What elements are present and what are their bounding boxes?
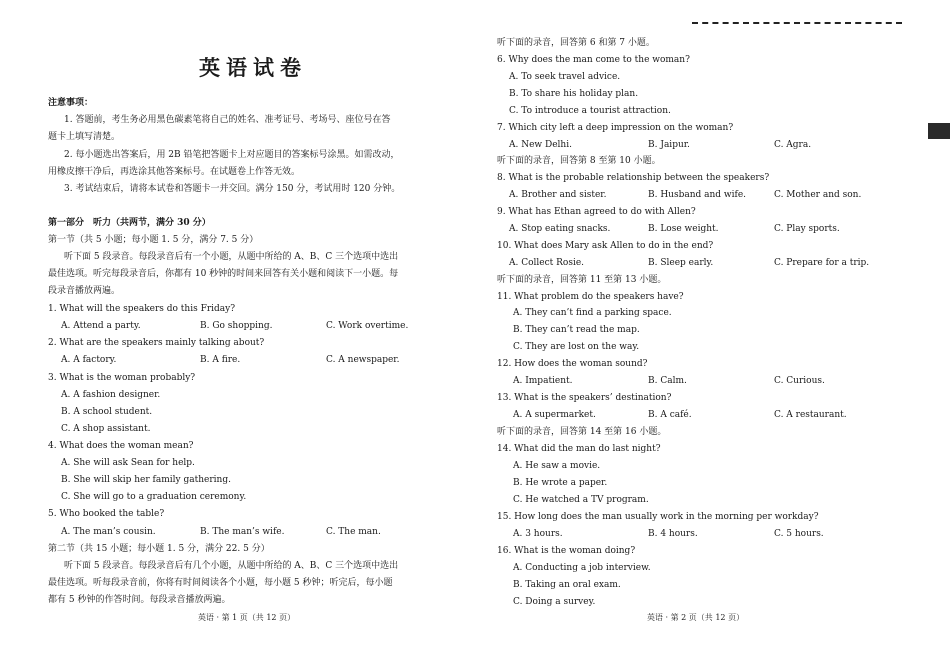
- section1-heading: 第一节（共 5 小题；每小题 1. 5 分，满分 7. 5 分）: [48, 235, 259, 245]
- notice-1: 1. 答题前，考生务必用黑色碳素笔将自己的姓名、准考证号、考场号、座位号在答: [64, 115, 391, 125]
- question-13: 13. What is the speakers’ destination?: [497, 393, 672, 403]
- q14-option-c: C. He watched a TV program.: [513, 495, 649, 505]
- q14-option-b: B. He wrote a paper.: [513, 478, 608, 488]
- question-12: 12. How does the woman sound?: [497, 359, 648, 369]
- q16-option-a: A. Conducting a job interview.: [513, 563, 651, 573]
- question-11: 11. What problem do the speakers have?: [497, 292, 684, 302]
- q3-option-c: C. A shop assistant.: [61, 424, 151, 434]
- q10-option-a: A. Collect Rosie.: [509, 258, 585, 268]
- section2-heading: 第二节（共 15 小题；每小题 1. 5 分，满分 22. 5 分）: [48, 544, 270, 554]
- section2-instruction: 听下面 5 段录音。每段录音后有几个小题，从题中所给的 A、B、C 三个选项中选出: [64, 561, 399, 571]
- group-heading-11-13: 听下面的录音，回答第 11 至第 13 小题。: [497, 275, 667, 285]
- q10-option-c: C. Prepare for a trip.: [774, 258, 870, 268]
- q15-option-b: B. 4 hours.: [648, 529, 698, 539]
- q2-option-a: A. A factory.: [61, 355, 117, 365]
- notice-2: 2. 每小题选出答案后，用 2B 铅笔把答题卡上对应题目的答案标号涂黑。如需改动，: [64, 150, 400, 160]
- q4-option-a: A. She will ask Sean for help.: [61, 458, 195, 468]
- q3-option-b: B. A school student.: [61, 407, 153, 417]
- q5-option-a: A. The man’s cousin.: [61, 527, 156, 537]
- part1-heading: 第一部分 听力（共两节，满分 30 分）: [48, 218, 211, 228]
- question-10: 10. What does Mary ask Allen to do in the end?: [497, 241, 714, 251]
- q4-option-c: C. She will go to a graduation ceremony.: [61, 492, 247, 502]
- q9-option-a: A. Stop eating snacks.: [509, 224, 611, 234]
- notice-3: 3. 考试结束后，请将本试卷和答题卡一并交回。满分 150 分，考试用时 120 分钟。: [64, 184, 401, 194]
- question-16: 16. What is the woman doing?: [497, 546, 636, 556]
- q12-option-c: C. Curious.: [774, 376, 825, 386]
- q11-option-a: A. They can’t find a parking space.: [513, 308, 672, 318]
- page-footer: 英语 · 第 1 页（共 12 页）: [198, 613, 296, 622]
- q2-option-c: C. A newspaper.: [326, 355, 400, 365]
- q11-option-b: B. They can’t read the map.: [513, 325, 640, 335]
- question-1: 1. What will the speakers do this Friday?: [48, 304, 236, 314]
- section1-instruction-end: 段录音播放两遍。: [48, 286, 121, 296]
- q8-option-a: A. Brother and sister.: [509, 190, 607, 200]
- q7-option-a: A. New Delhi.: [509, 140, 572, 150]
- section2-instruction-end: 都有 5 秒钟的作答时间。每段录音播放两遍。: [48, 595, 231, 605]
- notice-1-cont: 题卡上填写清楚。: [48, 132, 121, 142]
- q15-option-a: A. 3 hours.: [513, 529, 563, 539]
- q9-option-b: B. Lose weight.: [648, 224, 719, 234]
- q6-option-c: C. To introduce a tourist attraction.: [509, 106, 671, 116]
- q5-option-c: C. The man.: [326, 527, 381, 537]
- q9-option-c: C. Play sports.: [774, 224, 840, 234]
- side-tab-marker: [928, 123, 950, 139]
- q13-option-a: A. A supermarket.: [513, 410, 596, 420]
- q6-option-a: A. To seek travel advice.: [509, 72, 621, 82]
- q16-option-c: C. Doing a survey.: [513, 597, 596, 607]
- q13-option-b: B. A café.: [648, 410, 692, 420]
- question-7: 7. Which city left a deep impression on the woman?: [497, 123, 734, 133]
- question-5: 5. Who booked the table?: [48, 509, 165, 519]
- q2-option-b: B. A fire.: [200, 355, 241, 365]
- question-2: 2. What are the speakers mainly talking about?: [48, 338, 265, 348]
- q14-option-a: A. He saw a movie.: [513, 461, 601, 471]
- q1-option-b: B. Go shopping.: [200, 321, 273, 331]
- q4-option-b: B. She will skip her family gathering.: [61, 475, 231, 485]
- question-14: 14. What did the man do last night?: [497, 444, 661, 454]
- q1-option-a: A. Attend a party.: [61, 321, 141, 331]
- q7-option-b: B. Jaipur.: [648, 140, 690, 150]
- exam-page-1: [48, 0, 458, 654]
- q8-option-c: C. Mother and son.: [774, 190, 862, 200]
- group-heading-14-16: 听下面的录音，回答第 14 至第 16 小题。: [497, 427, 667, 437]
- notice-2-cont: 用橡皮擦干净后，再选涂其他答案标号。在试题卷上作答无效。: [48, 167, 301, 177]
- exam-title: 英语试卷: [199, 55, 307, 80]
- q12-option-a: A. Impatient.: [513, 376, 573, 386]
- section1-instruction-cont: 最佳选项。听完每段录音后，你都有 10 秒钟的时间来回答有关小题和阅读下一小题。每: [48, 269, 399, 279]
- q16-option-b: B. Taking an oral exam.: [513, 580, 621, 590]
- q15-option-c: C. 5 hours.: [774, 529, 824, 539]
- q5-option-b: B. The man’s wife.: [200, 527, 285, 537]
- q13-option-c: C. A restaurant.: [774, 410, 847, 420]
- question-15: 15. How long does the man usually work in the morning per workday?: [497, 512, 819, 522]
- q10-option-b: B. Sleep early.: [648, 258, 714, 268]
- q12-option-b: B. Calm.: [648, 376, 687, 386]
- question-9: 9. What has Ethan agreed to do with Allen?: [497, 207, 696, 217]
- section1-instruction: 听下面 5 段录音。每段录音后有一个小题，从题中所给的 A、B、C 三个选项中选出: [64, 252, 399, 262]
- q8-option-b: B. Husband and wife.: [648, 190, 747, 200]
- q3-option-a: A. A fashion designer.: [61, 390, 161, 400]
- page-footer: 英语 · 第 2 页（共 12 页）: [647, 613, 745, 622]
- q7-option-c: C. Agra.: [774, 140, 812, 150]
- question-8: 8. What is the probable relationship between the speakers?: [497, 173, 770, 183]
- notice-heading: 注意事项：: [48, 98, 94, 108]
- section2-instruction-cont: 最佳选项。听每段录音前，你将有时间阅读各个小题，每小题 5 秒钟；听完后，每小题: [48, 578, 393, 588]
- group-heading-6-7: 听下面的录音，回答第 6 和第 7 小题。: [497, 38, 655, 48]
- question-6: 6. Why does the man come to the woman?: [497, 55, 690, 65]
- q11-option-c: C. They are lost on the way.: [513, 342, 640, 352]
- q6-option-b: B. To share his holiday plan.: [509, 89, 639, 99]
- question-4: 4. What does the woman mean?: [48, 441, 194, 451]
- exam-page-2: [497, 0, 897, 654]
- group-heading-8-10: 听下面的录音，回答第 8 至第 10 小题。: [497, 156, 661, 166]
- question-3: 3. What is the woman probably?: [48, 373, 196, 383]
- q1-option-c: C. Work overtime.: [326, 321, 409, 331]
